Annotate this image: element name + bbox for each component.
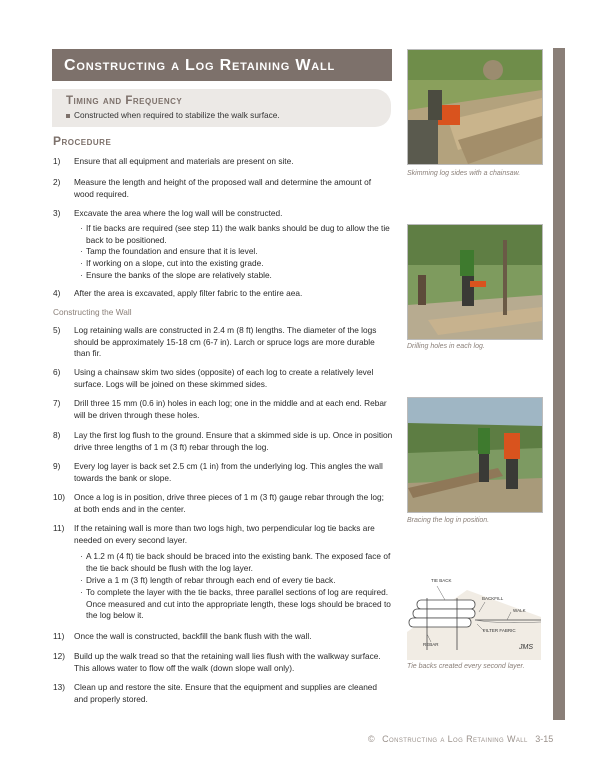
sub-point: · Tamp the foundation and ensure that it is level. — [80, 246, 392, 258]
step-number: 3) — [53, 208, 61, 218]
procedure-step — [53, 682, 393, 705]
diagram-label-backfill: BACKFILL — [482, 596, 504, 601]
procedure-step — [53, 325, 393, 360]
sub-point: · A 1.2 m (4 ft) tie back should be braced into the existing bank. The exposed face of the tie back should be flush with the log layer. — [80, 551, 391, 573]
diagram-label-tie-back: TIE BACK — [431, 578, 452, 583]
sub-point-text: Ensure the banks of the slope are relatively stable. — [86, 270, 272, 280]
square-bullet-icon — [66, 114, 70, 118]
timing-bullet — [66, 110, 391, 120]
procedure-step — [53, 430, 393, 453]
timing-bullet-text: Constructed when required to stabilize the walk surface. — [74, 110, 280, 120]
diagram-signature: JMS — [519, 644, 533, 651]
timing-heading: Timing and Frequency — [66, 95, 183, 107]
step-text: Every log layer is back set 2.5 cm (1 in) from the underlying log. This angles the wall towards the bank or slope. — [74, 461, 383, 483]
step-number: 2) — [53, 177, 61, 187]
procedure-step — [53, 492, 393, 515]
procedure-step — [53, 288, 393, 300]
step-number: 5) — [53, 325, 61, 335]
procedure-step — [53, 523, 393, 546]
sub-point-text: To complete the layer with the tie backs, three parallel sections of log are required. Once measured and cut into the appropriate length, these logs should be braced to the log below it. — [86, 587, 391, 621]
step-text: Excavate the area where the log wall will be constructed. — [74, 208, 283, 218]
step-number: 4) — [53, 288, 61, 298]
tie-back-diagram — [407, 572, 541, 660]
photo-bracing-log — [407, 397, 543, 513]
step-text: Lay the first log flush to the ground. Ensure that a skimmed side is up. Once in position drive three lengths of 1 m (3 ft) rebar through the log. — [74, 430, 393, 452]
diagram-label-walk: WALK — [513, 608, 526, 613]
step-text: Once the wall is constructed, backfill the bank flush with the wall. — [74, 631, 312, 641]
sub-point-text: A 1.2 m (4 ft) tie back should be braced into the existing bank. The exposed face of the tie back should be flush with the log layer. — [86, 551, 391, 573]
sub-point: · If working on a slope, cut into the existing grade. — [80, 258, 392, 270]
page-number: 3-15 — [535, 734, 554, 744]
page-title: Constructing a Log Retaining Wall — [64, 57, 336, 74]
sub-point-text: Drive a 1 m (3 ft) length of rebar through each end of every tie back. — [86, 575, 336, 585]
caption-photo3: Bracing the log in position. — [407, 517, 490, 524]
sub-point: · If tie backs are required (see step 11) the walk banks should be dug to allow the tie back to be positioned. — [80, 223, 392, 246]
caption-diagram: Tie backs created every second layer. — [407, 663, 525, 670]
procedure-step — [53, 177, 393, 200]
step-text: Measure the length and height of the proposed wall and determine the amount of wood required. — [74, 177, 372, 199]
page-footer — [368, 734, 553, 744]
procedure-step — [53, 461, 393, 484]
footer-copyright-symbol: © — [368, 734, 375, 744]
step-number: 8) — [53, 430, 61, 440]
diagram-label-filter-fabric: FILTER FABRIC — [483, 628, 516, 633]
procedure-step — [53, 156, 393, 168]
step-number: 9) — [53, 461, 61, 471]
sub-point-text: If tie backs are required (see step 11) the walk banks should be dug to allow the tie back to be positioned. — [86, 223, 390, 245]
procedure-step — [53, 398, 393, 421]
step-text: If the retaining wall is more than two logs high, two perpendicular log tie backs are needed on every second layer. — [74, 523, 375, 545]
step-number: 11) — [53, 523, 65, 533]
sub-point: · Ensure the banks of the slope are relatively stable. — [80, 270, 392, 282]
sub-point-text: Tamp the foundation and ensure that it is level. — [86, 246, 258, 256]
procedure-step — [53, 651, 393, 674]
step-text: Clean up and restore the site. Ensure that the equipment and supplies are cleaned and properly stored. — [74, 682, 378, 704]
step-text: Using a chainsaw skim two sides (opposite) of each log to create a relatively level surface. Logs will be joined on these skimmed sides. — [74, 367, 374, 389]
sub-point-text: If working on a slope, cut into the existing grade. — [86, 258, 264, 268]
procedure-heading: Procedure — [53, 134, 112, 148]
photo-drilling-holes — [407, 224, 543, 340]
step-text: Build up the walk tread so that the retaining wall lies flush with the walkway surface. This allows water to flow off the walk (down slope wall only). — [74, 651, 381, 673]
page-title-band — [52, 49, 392, 81]
procedure-step — [53, 367, 393, 390]
step-text: Log retaining walls are constructed in 2.4 m (8 ft) lengths. The diameter of the logs should be approximately 15-18 cm (6-7 in). Larch or spruce logs are more durable than fir. — [74, 325, 377, 359]
caption-photo2: Drilling holes in each log. — [407, 343, 485, 350]
step-number: 13) — [53, 682, 65, 692]
step-number: 6) — [53, 367, 61, 377]
side-accent-bar — [553, 48, 565, 720]
step-text: After the area is excavated, apply filter fabric to the entire aea. — [74, 288, 303, 298]
constructing-wall-subheading: Constructing the Wall — [53, 307, 132, 317]
caption-photo1: Skimming log sides with a chainsaw. — [407, 170, 521, 177]
step-text: Ensure that all equipment and materials are present on site. — [74, 156, 294, 166]
step-number: 7) — [53, 398, 61, 408]
step-text: Once a log is in position, drive three pieces of 1 m (3 ft) gauge rebar through the log; at both ends and in the center. — [74, 492, 384, 514]
photo-chainsaw-skimming — [407, 49, 543, 165]
step-number: 10) — [53, 492, 65, 502]
step-text: Drill three 15 mm (0.6 in) holes in each log; one in the middle and at each end. Rebar will be driven through these holes. — [74, 398, 387, 420]
step-number: 1) — [53, 156, 61, 166]
sub-point: · Drive a 1 m (3 ft) length of rebar through each end of every tie back. — [80, 575, 392, 587]
sub-point: · To complete the layer with the tie backs, three parallel sections of log are required. Once measured and cut into the appropriate length, these logs should be braced to the log below it. — [80, 587, 391, 621]
diagram-label-rebar: REBAR — [423, 642, 439, 647]
timing-frequency-box — [52, 89, 391, 127]
footer-title: Constructing a Log Retaining Wall — [382, 734, 528, 744]
procedure-step — [53, 208, 393, 220]
step-number: 11) — [53, 631, 65, 641]
step-number: 12) — [53, 651, 65, 661]
procedure-step — [53, 631, 393, 643]
